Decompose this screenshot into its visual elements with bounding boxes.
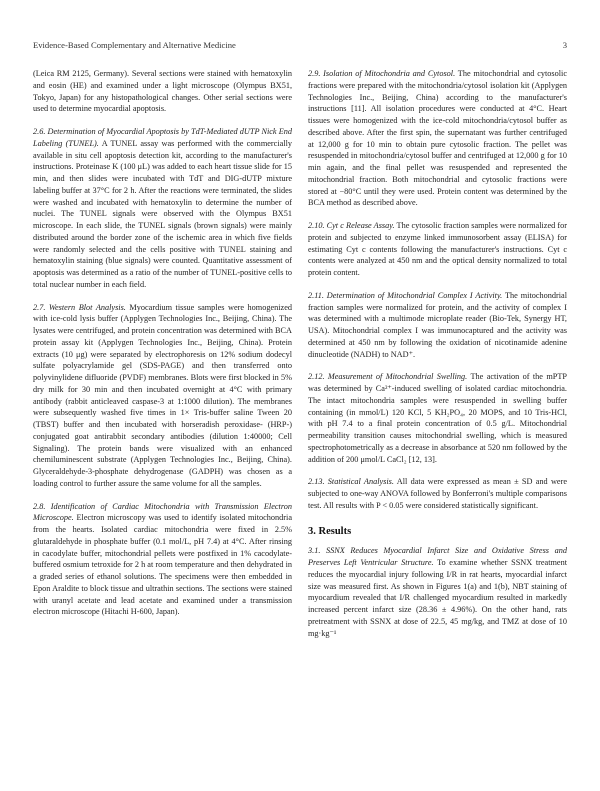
- journal-title: Evidence-Based Complementary and Alternative Medicine: [33, 40, 236, 50]
- left-column: [33, 68, 292, 629]
- section-2-8-text: Electron microscopy was used to identify isolated mitochondria from the hearts. Isolated cardiac mitochondria were fixed in 2.5% glutaraldehyde in phosphate buffer (0.1 mol/L, pH 7.4) at 4°C. After rinsing in cacodylate buffer, mitochondrial pellets were postfixed in 1% cacodylate-buffered osmium tetroxide for 2 h at room temperature and then dehydrated in a graded series of ethanol solutions. The specimens were then embedded in Epon Araldite to block tissue and ultrathin sections. The sections were stained with uranyl acetate and lead acetate and examined under a transmission electron microscope (Hitachi H-600, Japan).: [33, 513, 292, 617]
- section-2-13-heading: 2.13. Statistical Analysis.: [308, 477, 394, 487]
- page-number: 3: [562, 40, 567, 50]
- section-2-7-heading: 2.7. Western Blot Analysis.: [33, 302, 126, 312]
- section-2-7: [33, 302, 292, 490]
- section-2-11-text: The mitochondrial fraction samples were normalized for protein, and the activity of complex I was determined with a multimode microplate reader (Bio-Tek, Synergy HT, USA). Mitochondrial complex I was immunocaptured and the activity was determined at 450 nm by following the oxidation of nicotinamide adenine dinucleotide (NADH) to NAD⁺.: [308, 290, 568, 359]
- section-2-11-heading: 2.11. Determination of Mitochondrial Complex I Activity.: [308, 290, 503, 300]
- section-3-1-heading: 3.1. SSNX Reduces Myocardial Infarct Size and Oxidative Stress and Preserves Left Ventricular Structure.: [308, 546, 567, 567]
- section-2-12-heading: 2.12. Measurement of Mitochondrial Swelling.: [308, 372, 468, 382]
- section-2-9-text: The mitochondrial and cytosolic fractions were prepared with the mitochondria/cytosol isolation kit (Applygen Technologies Inc., Beijing, China) according to the manufacturer's instructions [11]. All isolation procedures were conducted at 4°C. Heart tissues were homogenized with the ice-cold mitochondria/cytosol buffer as described above. After the first spin, the supernatant was further centrifuged at 12,000 g for 10 min to obtain pure cytosolic fraction. The pellet was resuspended in mitochondria/cytosol buffer and centrifuged at 12,000 g for 10 min again, and the final pellet was resuspended and represented the mitochondrial fraction. Both mitochondrial and cytosolic fractions were stored at −80°C until they were used. Protein content was determined by the BCA method as described above.: [308, 69, 567, 208]
- section-2-8: [33, 501, 292, 619]
- section-3-1: [308, 545, 567, 639]
- section-2-11: [308, 290, 567, 361]
- section-2-9: [308, 68, 567, 209]
- section-2-6-heading: 2.6. Determination of Myocardial Apoptosis by TdT-Mediated dUTP Nick End Labeling (TUNEL).: [33, 127, 292, 148]
- right-column: [308, 68, 567, 650]
- section-2-12-text: The activation of the mPTP was determined by Ca²⁺-induced swelling of isolated cardiac mitochondria. The intact mitochondria samples were resuspended in swelling buffer containing (in mmol/L) 120 KCl, 5 KH₂PO₄, 20 MOPS, and 10 Tris-HCl, with pH 7.4 to a final protein concentration of 0.5 g/L. Mitochondrial permeability transition causes mitochondrial swelling, which is measured spectrophotometrically as a decrease in absorbance at 520 nm followed by the addition of 200 μmol/L CaCl₂ [12, 13].: [308, 372, 567, 464]
- section-2-7-text: Myocardium tissue samples were homogenized with ice-cold lysis buffer (Applygen Technologies Inc., Beijing, China). The lysates were centrifuged, and protein concentration was determined with BCA protein assay kit (Applygen Technologies Inc., Beijing, China). Protein extracts (10 μg) were separated by electrophoresis on 12% sodium dodecyl sulfate polyacrylamide gel (SDS-PAGE) and then transferred onto polyvinylidene difluoride (PVDF) membranes. Blots were first blocked in 5% dry milk for 30 min and then incubated overnight at 4°C with primary antibody (rabbit anticleaved caspase-3 at 1:1000 dilution). The membranes were subsequently washed five times in 1× Tris-buffer saline Tween 20 (TBST) buffer and then incubated with horseradish peroxidase- (HRP-) conjugated goat antirabbit secondary antibodies (dilution 1:40000; Cell Signaling). The protein bands were visualized with an enhanced chemiluminescent substrate (Applygen Technologies Inc., Beijing, China). Glyceraldehyde-3-phosphate dehydrogenase (GADPH) was chosen as a loading control to further assure the same volume for all the samples.: [33, 302, 292, 488]
- section-2-12: [308, 371, 567, 465]
- section-2-10-heading: 2.10. Cyt c Release Assay.: [308, 221, 395, 230]
- section-2-10-text: The cytosolic fraction samples were normalized for protein and subjected to enzyme linked immunosorbent assay (ELISA) for estimating Cyt c contents following the manufacturer's instructions. Cyt c contents were analyzed at 450 nm and the optical density normalized to total protein content.: [308, 221, 567, 277]
- section-2-9-heading: 2.9. Isolation of Mitochondria and Cytosol.: [308, 69, 456, 78]
- section-2-6: [33, 126, 292, 291]
- section-2-13: [308, 476, 567, 511]
- section-2-13-text: All data were expressed as mean ± SD and were subjected to one-way ANOVA followed by Bonferroni's multiple comparisons test. All results with P < 0.05 were considered statistically significant.: [308, 477, 568, 510]
- section-3-1-text: To examine whether SSNX treatment reduces the myocardial injury following I/R in rat hearts, myocardial infarct size was measured first. As shown in Figures 1(a) and 1(b), NBT staining of myocardium revealed that I/R challenged myocardium resulted in markedly increased percent infarct size (28.36 ± 4.96%). On the other hand, rats pretreatment with SSNX at dose of 22.5, 45 mg/kg, and TMZ at dose of 10 mg·kg⁻¹: [308, 558, 567, 638]
- section-2-8-heading: 2.8. Identification of Cardiac Mitochondria with Transmission Electron Microscope.: [33, 501, 292, 523]
- paragraph-histology-continued: (Leica RM 2125, Germany). Several sections were stained with hematoxylin and eosin (HE) and examined under a light microscope (Olympus BX51, Tokyo, Japan) for any histopathological changes. Other serial sections were used to determine myocardial apoptosis.: [33, 69, 292, 114]
- results-heading: 3. Results: [308, 525, 352, 537]
- section-2-10: [308, 220, 567, 279]
- section-2-6-text: A TUNEL assay was performed with the commercially available in situ cell apoptosis detection kit, according to the manufacturer's instructions. Proteinase K (100 μL) was added to each heart tissue slide for 15 min, and then slides were incubated with TdT and DIG-dUTP mixture labeling buffer at 37°C for 2 h. After the reactions were terminated, the slides were washed and incubated with hematoxylin to determine the number of nuclei. The TUNEL signals were observed with the Olympus BX51 microscope. In each slide, the TUNEL signals (brown signals) were mainly distributed around the border zone of the ischemic area in which five fields were randomly selected and the cells positive with TUNEL staining and hematoxylin staining (blue signals) were counted. Quantitative assessment of apoptosis was determined as a ratio of the number of TUNEL-positive cells to total nuclear number in each field.: [33, 138, 293, 289]
